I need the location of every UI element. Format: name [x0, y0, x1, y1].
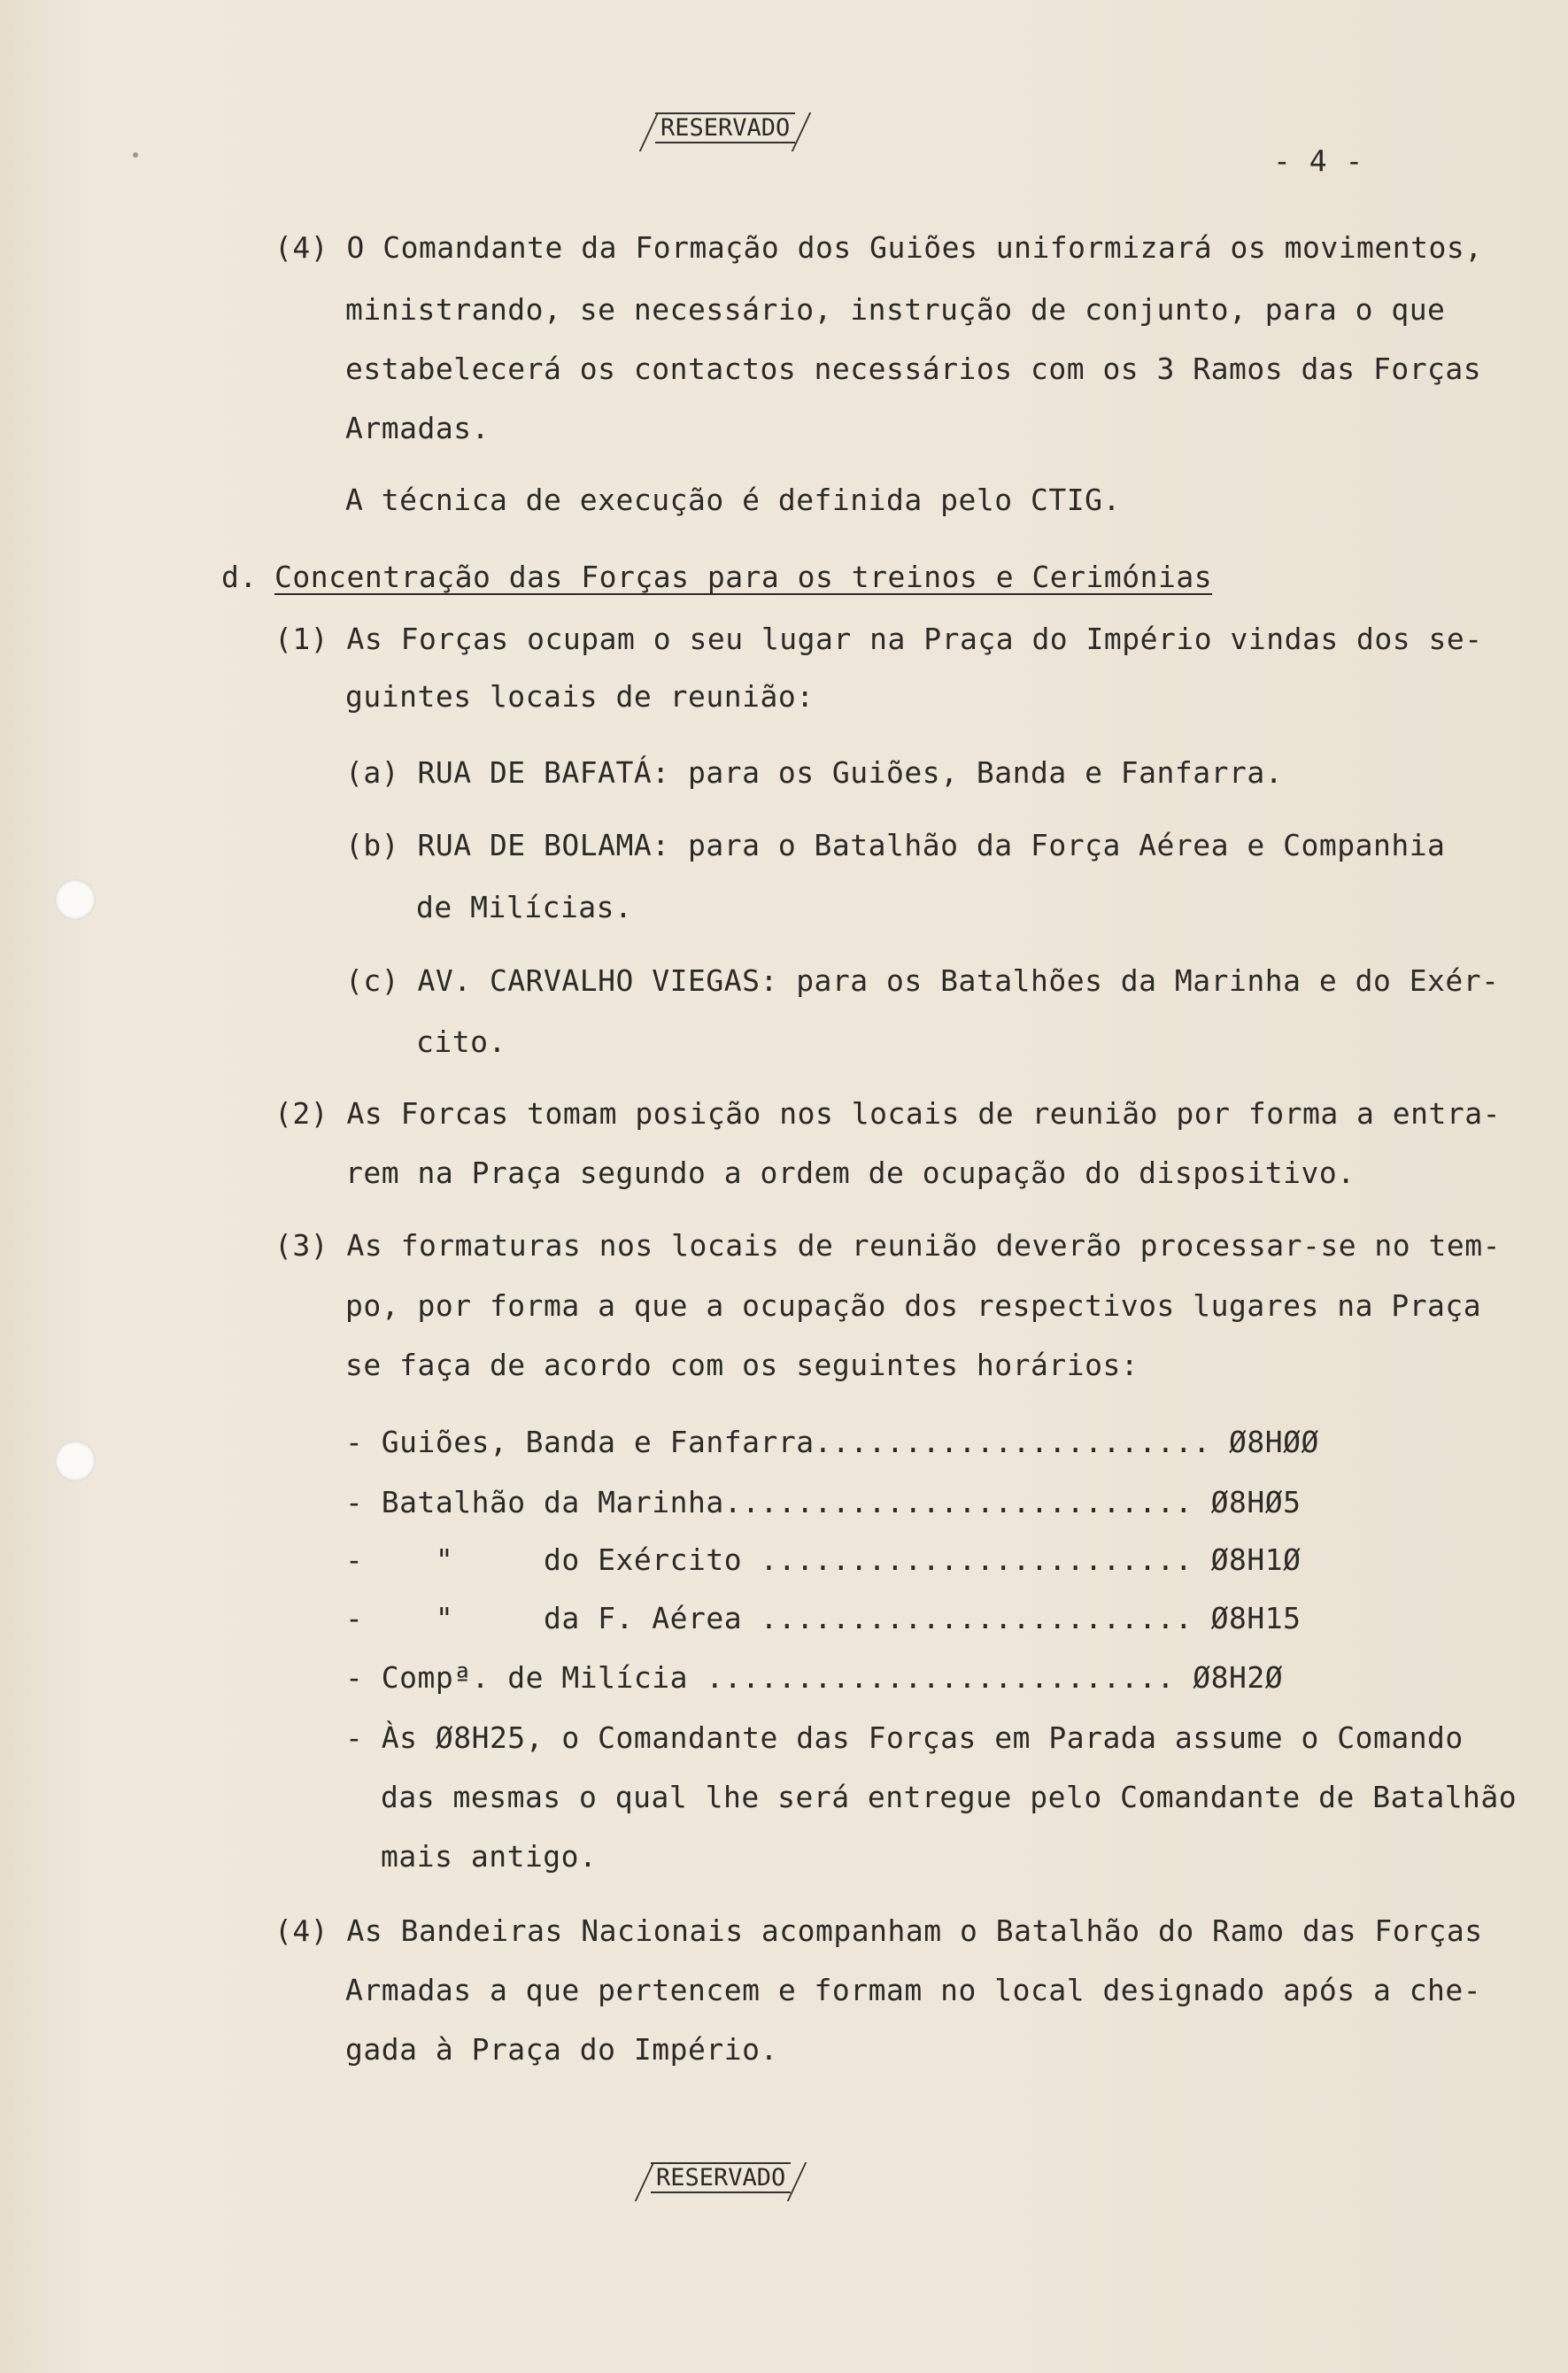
text-line: ministrando, se necessário, instrução de conjunto, para o que [345, 292, 1446, 327]
schedule-row: - " da F. Aérea ........................ Ø8H15 [345, 1601, 1302, 1635]
text-line: das mesmas o qual lhe será entregue pelo Comandante de Batalhão [381, 1780, 1518, 1814]
footer-stamp: RESERVADO [651, 2162, 791, 2193]
text-line: (b) RUA DE BOLAMA: para o Batalhão da Força Aérea e Companhia [345, 828, 1446, 862]
schedule-row: - Compª. de Milícia .......................... Ø8H2Ø [345, 1660, 1284, 1695]
text-line: (4) O Comandante da Formação dos Guiões uniformizará os movimentos, [274, 230, 1483, 265]
text-line: mais antigo. [381, 1839, 598, 1874]
text-line: (4) As Bandeiras Nacionais acompanham o Batalhão do Ramo das Forças [274, 1913, 1483, 1948]
header-stamp: RESERVADO [655, 112, 795, 143]
punch-hole-top [55, 879, 96, 920]
text-line: - Às Ø8H25, o Comandante das Forças em Parada assume o Comando [345, 1720, 1464, 1755]
text-line: de Milícias. [416, 890, 633, 924]
paper-speck [133, 152, 138, 158]
text-line: Armadas a que pertencem e formam no local designado após a che- [345, 1973, 1482, 2007]
text-line: se faça de acordo com os seguintes horários: [345, 1348, 1139, 1382]
text-line: (c) AV. CARVALHO VIEGAS: para os Batalhões da Marinha e do Exér- [345, 963, 1500, 998]
section-title: Concentração das Forças para os treinos e Cerimónias [274, 560, 1213, 594]
text-line: rem na Praça segundo a ordem de ocupação do dispositivo. [345, 1156, 1356, 1190]
schedule-row: - Guiões, Banda e Fanfarra...................... Ø8HØØ [345, 1425, 1319, 1459]
text-line: estabelecerá os contactos necessários com os 3 Ramos das Forças [345, 352, 1482, 386]
text-line: (3) As formaturas nos locais de reunião deverão processar-se no tem- [274, 1228, 1502, 1263]
text-line: (1) As Forças ocupam o seu lugar na Praça do Império vindas dos se- [274, 622, 1483, 656]
text-line: A técnica de execução é definida pelo CTIG. [345, 483, 1121, 517]
text-line: po, por forma a que a ocupação dos respectivos lugares na Praça [345, 1288, 1482, 1323]
section-label: d. [221, 560, 258, 594]
schedule-row: - Batalhão da Marinha.......................... Ø8HØ5 [345, 1485, 1302, 1519]
punch-hole-bottom [55, 1441, 96, 1481]
text-line: (2) As Forcas tomam posição nos locais de reunião por forma a entra- [274, 1096, 1502, 1131]
schedule-row: - " do Exército ........................ Ø8H1Ø [345, 1542, 1302, 1577]
text-line: guintes locais de reunião: [345, 679, 815, 714]
text-line: cito. [416, 1024, 506, 1059]
text-line: Armadas. [345, 411, 490, 445]
page-number: - 4 - [1273, 143, 1363, 178]
text-line: gada à Praça do Império. [345, 2032, 778, 2067]
text-line: (a) RUA DE BAFATÁ: para os Guiões, Banda e Fanfarra. [345, 755, 1284, 790]
